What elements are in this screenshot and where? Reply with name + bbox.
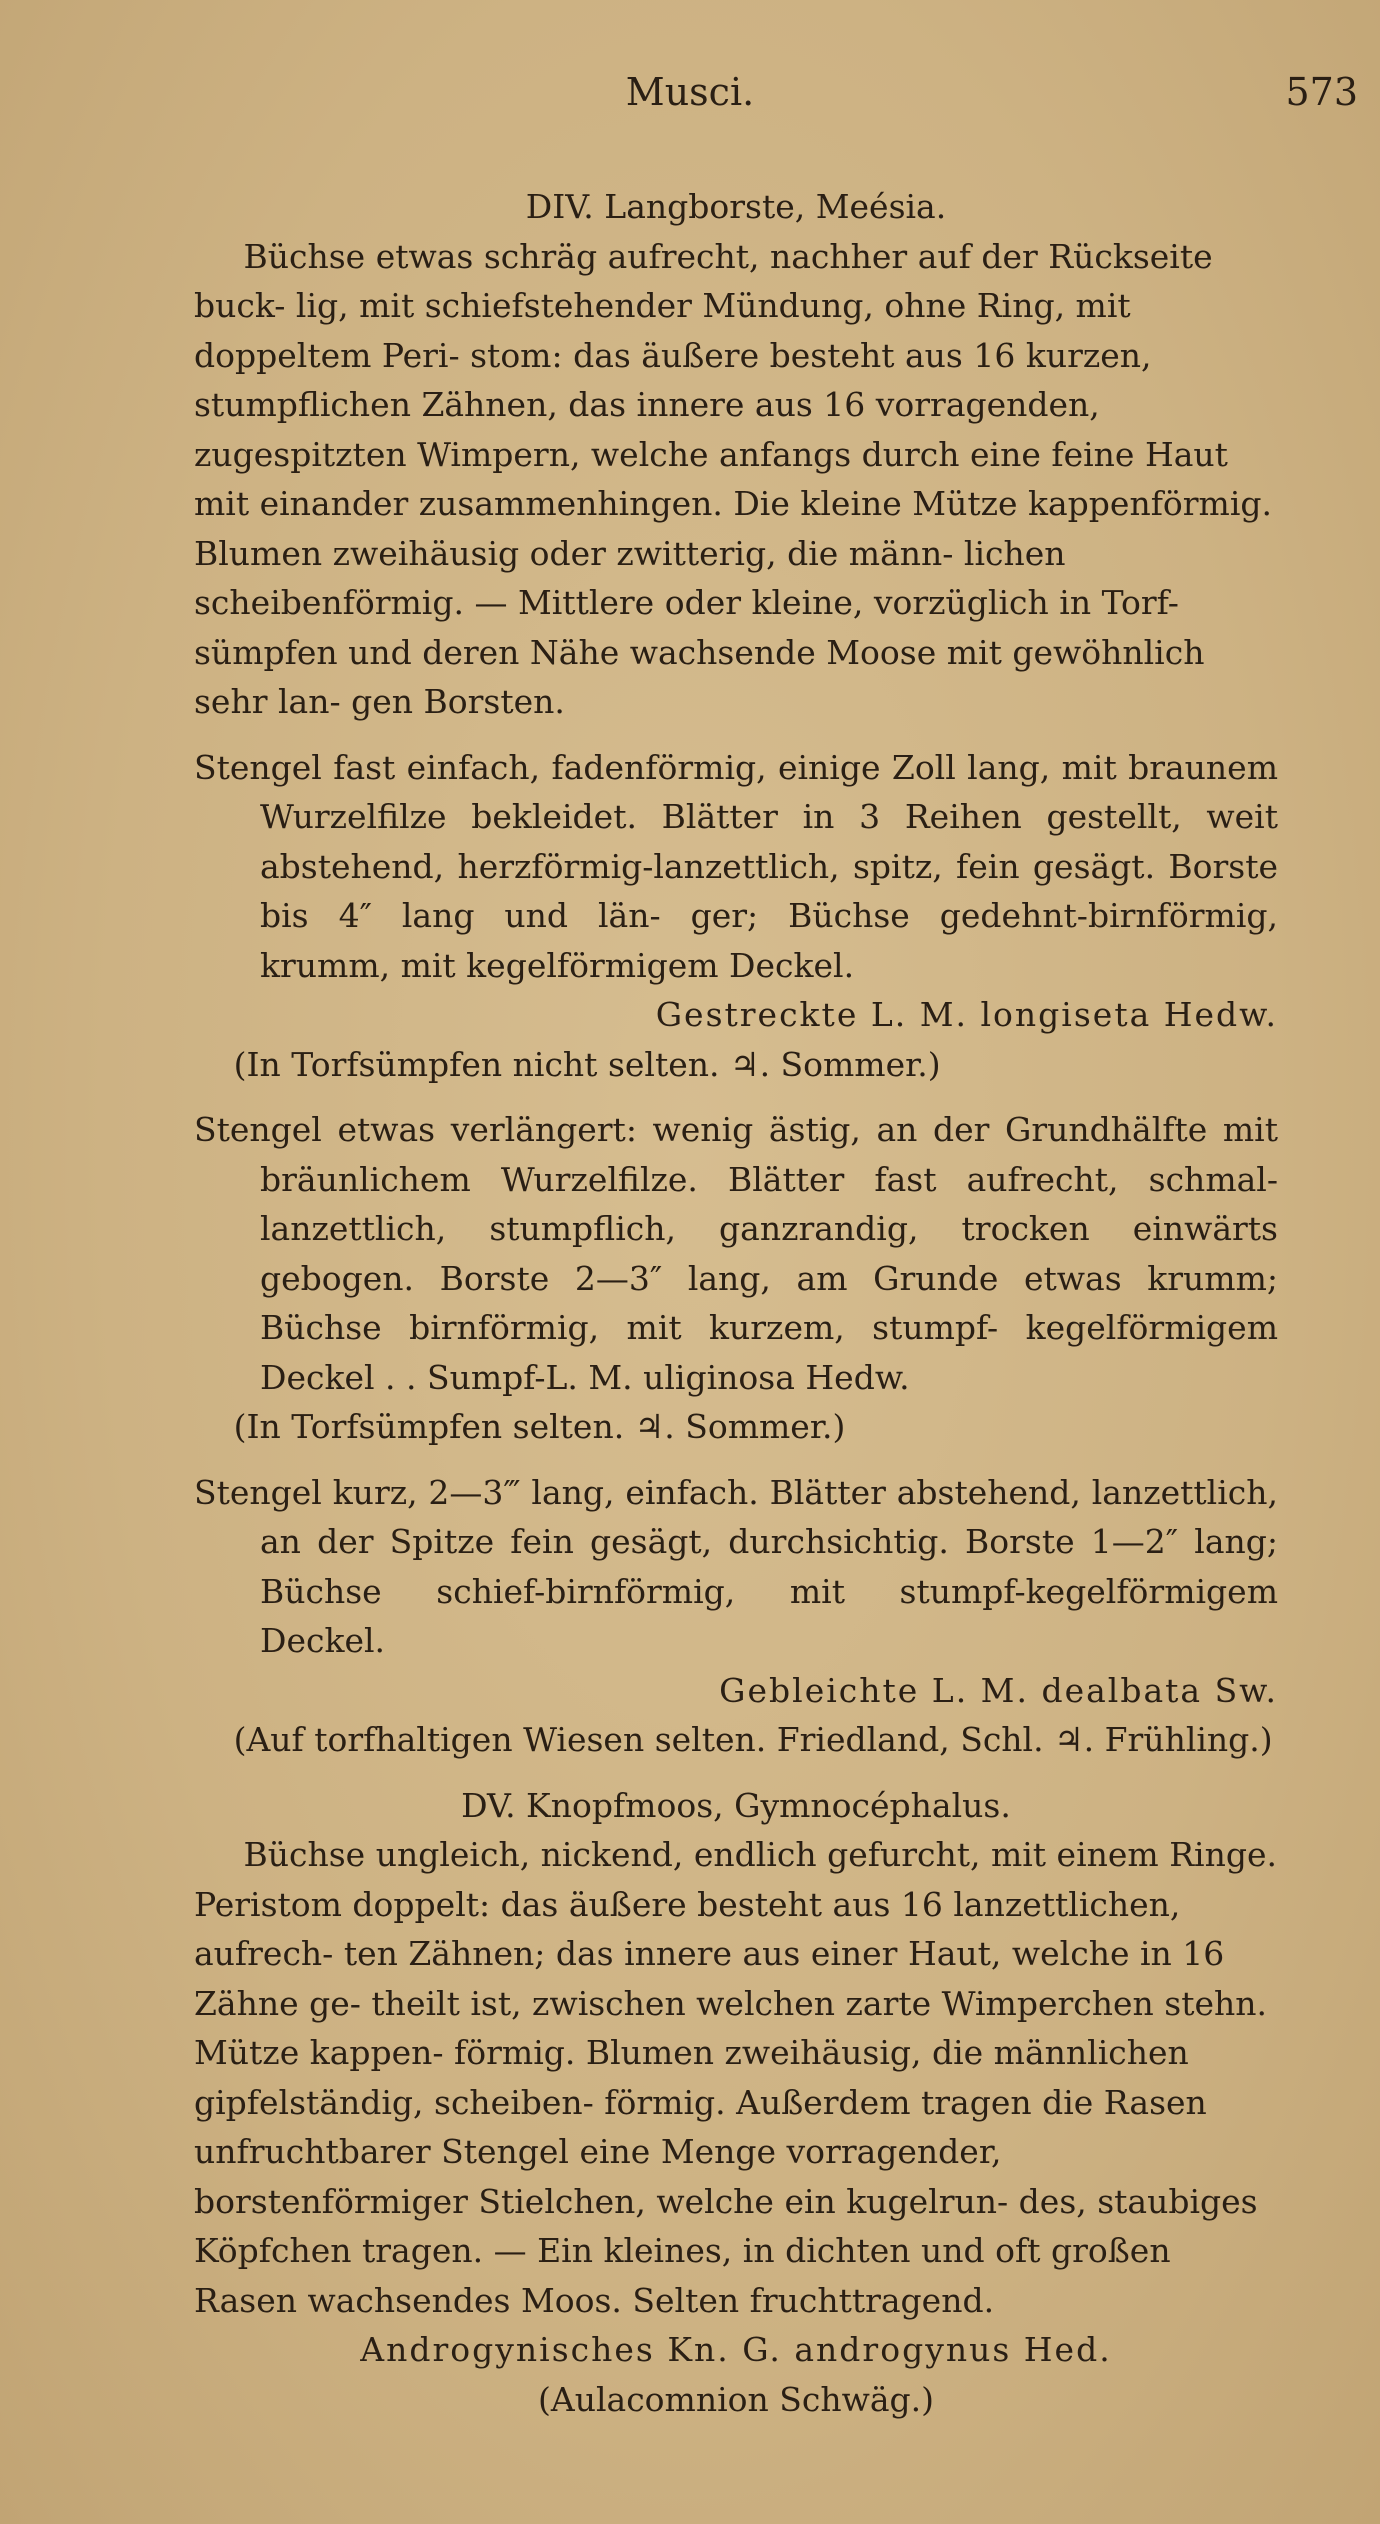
genus-description: Büchse etwas schräg aufrecht, nachher auf der Rückseite buck- lig, mit schiefstehender Mündung, ohne Ring, mit doppeltem Peri- stom: das äußere besteht aus 16 kurzen, stumpflichen Zähnen, das innere aus 16 vorragenden, zugespitzten Wimpern, welche anfangs durch eine feine Haut mit einander zusammenhingen. Die kleine Mütze kappenförmig. Blumen zweihäusig oder zwitterig, die männ- lichen scheibenförmig. — Mittlere oder kleine, vorzüglich in Torf- sümpfen und deren Nähe wachsende Moose mit gewöhnlich sehr lan- gen Borsten. xyxy=(194,236,1273,721)
synonym: (Aulacomnion Schwäg.) xyxy=(538,2379,934,2419)
page-number: 573 xyxy=(1285,70,1358,114)
species-name: Androgynisches Kn. G. androgynus Hed. xyxy=(360,2330,1112,2369)
genus-heading-gymnocephalus: DV. Knopfmoos, Gymnocéphalus. xyxy=(461,1785,1011,1825)
genus-heading-meesia: DIV. Langborste, Meésia. xyxy=(525,187,947,226)
page-body xyxy=(194,182,1278,2424)
habitat-note: (In Torfsümpfen selten. ♃. Sommer.) xyxy=(233,1407,846,1446)
species-name: Gebleichte L. M. dealbata Sw. xyxy=(719,1670,1278,1710)
species-description: Stengel kurz, 2—3‴ lang, einfach. Blätter abstehend, lanzettlich, an der Spitze fein gesägt, durchsichtig. Borste 1—2″ lang; Büchse schief-birnförmig, mit stumpf-kegelförmigem Deckel. xyxy=(194,1472,1278,1660)
habitat-note: (Auf torfhaltigen Wiesen selten. Friedland, Schl. ♃. Frühling.) xyxy=(233,1720,1273,1759)
species-description: Stengel etwas verlängert: wenig ästig, an der Grundhälfte mit bräunlichem Wurzelfilze. Blätter fast aufrecht, schmal-lanzettlich, stumpflich, ganzrandig, trocken einwärts gebogen. Borste 2—3″ lang, am Grunde etwas krumm; Büchse birnförmig, mit kurzem, stumpf- kegelförmigem Deckel . . Sumpf-L. M. uliginosa Hedw. xyxy=(194,1110,1278,1397)
species-description: Stengel fast einfach, fadenförmig, einige Zoll lang, mit braunem Wurzelfilze bekleidet. Blätter in 3 Reihen gestellt, weit abstehend, herzförmig-lanzettlich, spitz, fein gesägt. Borste bis 4″ lang und län- ger; Büchse gedehnt-birnförmig, krumm, mit kegelförmigem Deckel. xyxy=(194,747,1278,985)
genus-description: Büchse ungleich, nickend, endlich gefurcht, mit einem Ringe. Peristom doppelt: das äußere besteht aus 16 lanzettlichen, aufrech- ten Zähnen; das innere aus einer Haut, welche in 16 Zähne ge- theilt ist, zwischen welchen zarte Wimperchen stehn. Mütze kappen- förmig. Blumen zweihäusig, die männlichen gipfelständig, scheiben- förmig. Außerdem tragen die Rasen unfruchtbarer Stengel eine Menge vorragender, borstenförmiger Stielchen, welche ein kugelrun- des, staubiges Köpfchen tragen. — Ein kleines, in dichten und oft großen Rasen wachsendes Moos. Selten fruchttragend. xyxy=(194,1835,1278,2320)
habitat-note: (In Torfsümpfen nicht selten. ♃. Sommer.) xyxy=(233,1044,941,1084)
species-name: Gestreckte L. M. longiseta Hedw. xyxy=(655,995,1278,1034)
running-header: Musci. xyxy=(625,70,755,114)
